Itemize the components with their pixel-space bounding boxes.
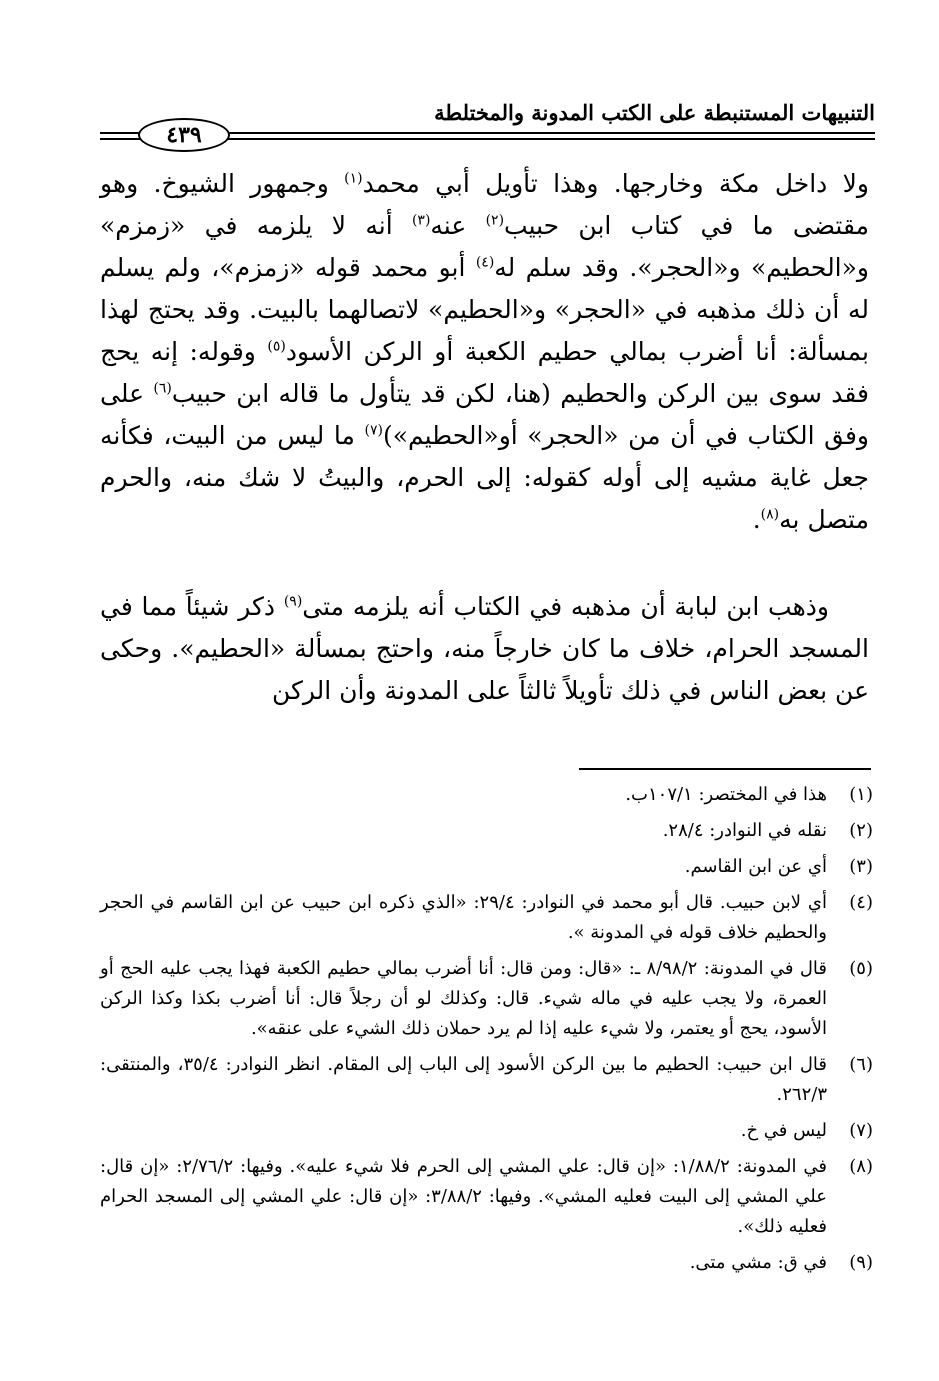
footnote	[100, 954, 873, 1044]
footnote-number: (٨)	[849, 1156, 873, 1177]
footnote-text: قال ابن حبيب: الحطيم ما بين الركن الأسود إلى الباب إلى المقام. انظر النوادر: ٣٥/٤، والمنتقى: ٢٦٢/٣.	[100, 1054, 828, 1105]
footnote-text: نقله في النوادر: ٢٨/٤.	[662, 820, 827, 841]
footnote-text: في ق: مشي متى.	[689, 1252, 827, 1273]
footnote-number: (٥)	[849, 958, 873, 979]
running-title: التنبيهات المستنبطة على الكتب المدونة والمختلطة	[434, 100, 875, 125]
footnote	[100, 1116, 873, 1146]
footnote-text: أي عن ابن القاسم.	[684, 856, 827, 877]
main-text	[100, 163, 869, 712]
text-run: على وفق الكتاب في أن من «الحجر» أو«الحطيم»)	[100, 379, 869, 450]
footnote	[100, 1050, 873, 1110]
text-run: ما ليس من البيت، فكأنه جعل غاية مشيه إلى أوله كقوله: إلى الحرم، والبيتُ لا شك منه، والحرم متصل به	[100, 421, 869, 534]
text-run: عنه	[430, 211, 486, 240]
footnote	[100, 1152, 873, 1242]
footnote-marker-8: (٨)	[760, 506, 780, 523]
text-run: ولا داخل مكة وخارجها. وهذا تأويل أبي محمد	[362, 169, 869, 198]
footnote-text: هذا في المختصر: ١٠٧/١ب.	[625, 784, 827, 805]
text-run: أنه لا يلزمه في «زمزم» و«الحطيم» و«الحجر». وقد سلم له	[100, 211, 869, 282]
footnote-text: في المدونة: ١/٨٨/٢: «إن قال: علي المشي إلى الحرم فلا شيء عليه». وفيها: ٢/٧٦/٢: «إن قال: علي المشي إلى البيت فعليه المشي». وفيها: ٣/٨٨/٢: «إن قال: علي المشي إلى المسجد الحرام فعليه ذلك».	[100, 1156, 828, 1237]
footnote	[100, 888, 873, 948]
text-run: أبو محمد قوله «زمزم»، ولم يسلم له أن ذلك مذهبه في «الحجر» و«الحطيم» لاتصالهما بالبيت. وقد يحتج لهذا بمسألة: أنا أضرب بمالي حطيم الكعبة أو الركن الأسود	[100, 253, 869, 366]
footnote-marker-2: (٢)	[485, 212, 505, 229]
paragraph-1	[100, 163, 869, 541]
footnote	[100, 852, 873, 882]
footnote	[100, 1248, 873, 1278]
text-run: .	[752, 505, 761, 534]
footnote-marker-4: (٤)	[475, 254, 495, 271]
footnote-marker-7: (٧)	[364, 422, 383, 439]
footnote-text: قال في المدونة: ٨/٩٨/٢ ـ: «قال: ومن قال: أنا أضرب بمالي حطيم الكعبة فهذا يجب عليه الحج أو العمرة، ولا يجب عليه في ماله شيء. قال: وكذلك لو أن رجلاً قال: أنا أضرب بكذا وكذا الركن الأسود، يحج أو يعتمر، ولا شيء عليه إذا لم يرد حملان ذلك الشيء على عنقه».	[100, 958, 827, 1039]
text-run: ذكر شيئاً مما في المسجد الحرام، خلاف ما كان خارجاً منه، واحتج بمسألة «الحطيم». وحكى عن بعض الناس في ذلك تأويلاً ثالثاً على المدونة وأن الركن	[100, 592, 869, 705]
footnote-text: أي لابن حبيب. قال أبو محمد في النوادر: ٢٩/٤: «الذي ذكره ابن حبيب عن ابن القاسم في الحجر والحطيم خلاف قوله في المدونة ».	[100, 892, 827, 943]
footnotes	[100, 780, 873, 1284]
text-run: وقوله: إنه يحج فقد سوى بين الركن والحطيم (هنا، لكن قد يتأول ما قاله ابن حبيب	[100, 337, 869, 408]
footnote-marker-9: (٩)	[283, 593, 303, 610]
footnote-marker-6: (٦)	[153, 380, 172, 397]
page-header	[100, 96, 875, 146]
footnote	[100, 780, 873, 810]
footnote-number: (٦)	[849, 1054, 873, 1075]
footnote-number: (٩)	[849, 1252, 873, 1273]
footnote	[100, 816, 873, 846]
footnote-number: (٤)	[849, 892, 873, 913]
text-run: وجمهور الشيوخ. وهو مقتضى ما في كتاب ابن حبيب	[100, 169, 869, 240]
footnote-number: (٧)	[849, 1120, 873, 1141]
page-number: ٤٣٩	[138, 118, 230, 152]
footnote-number: (٣)	[849, 856, 873, 877]
footnote-number: (١)	[849, 784, 873, 805]
footnote-marker-3: (٣)	[411, 212, 431, 229]
footnote-text: ليس في خ.	[740, 1120, 827, 1141]
footnote-separator	[579, 768, 871, 770]
footnote-marker-1: (١)	[344, 170, 363, 187]
paragraph-2	[100, 586, 869, 712]
footnote-number: (٢)	[849, 820, 873, 841]
footnote-marker-5: (٥)	[267, 338, 286, 355]
text-run: وذهب ابن لبابة أن مذهبه في الكتاب أنه يلزمه متى	[302, 592, 829, 621]
